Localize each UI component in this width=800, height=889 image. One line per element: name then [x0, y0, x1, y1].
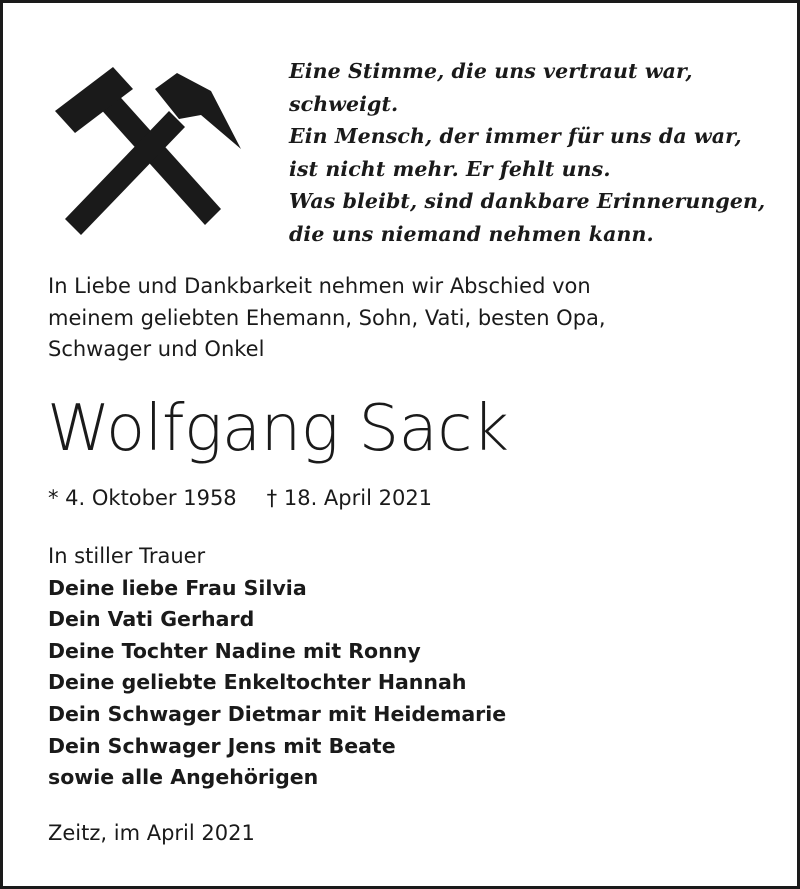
intro-line: Schwager und Onkel	[48, 337, 265, 361]
death-date: † 18. April 2021	[266, 486, 433, 510]
poem	[289, 55, 789, 250]
mourners	[48, 541, 768, 794]
deceased-name: Wolfgang Sack	[47, 392, 509, 466]
birth-date: * 4. Oktober 1958	[48, 486, 237, 510]
poem-line: die uns niemand nehmen kann.	[289, 221, 654, 246]
mourner: sowie alle Angehörigen	[48, 765, 319, 790]
life-dates	[48, 483, 432, 513]
mourner: Deine geliebte Enkeltochter Hannah	[48, 670, 467, 695]
poem-line: Eine Stimme, die uns vertraut war,	[289, 59, 693, 83]
mourners-lead: In stiller Trauer	[48, 544, 206, 568]
mourner: Dein Schwager Dietmar mit Heidemarie	[48, 701, 507, 726]
mourner: Dein Vati Gerhard	[48, 607, 255, 632]
hammer-and-pick-icon	[51, 59, 247, 239]
poem-line: ist nicht mehr. Er fehlt uns.	[289, 156, 611, 181]
poem-line: schweigt.	[289, 91, 399, 116]
mourner: Dein Schwager Jens mit Beate	[48, 733, 396, 758]
poem-line: Ein Mensch, der immer für uns da war,	[289, 124, 742, 148]
poem-line: Was bleibt, sind dankbare Erinnerungen,	[289, 189, 766, 213]
intro-line: In Liebe und Dankbarkeit nehmen wir Abschied von	[48, 274, 591, 298]
mourner: Deine Tochter Nadine mit Ronny	[48, 638, 421, 663]
intro-line: meinem geliebten Ehemann, Sohn, Vati, besten Opa,	[48, 305, 606, 330]
place-and-date: Zeitz, im April 2021	[48, 821, 255, 845]
intro-text	[48, 271, 768, 366]
mourner: Deine liebe Frau Silvia	[48, 575, 307, 600]
